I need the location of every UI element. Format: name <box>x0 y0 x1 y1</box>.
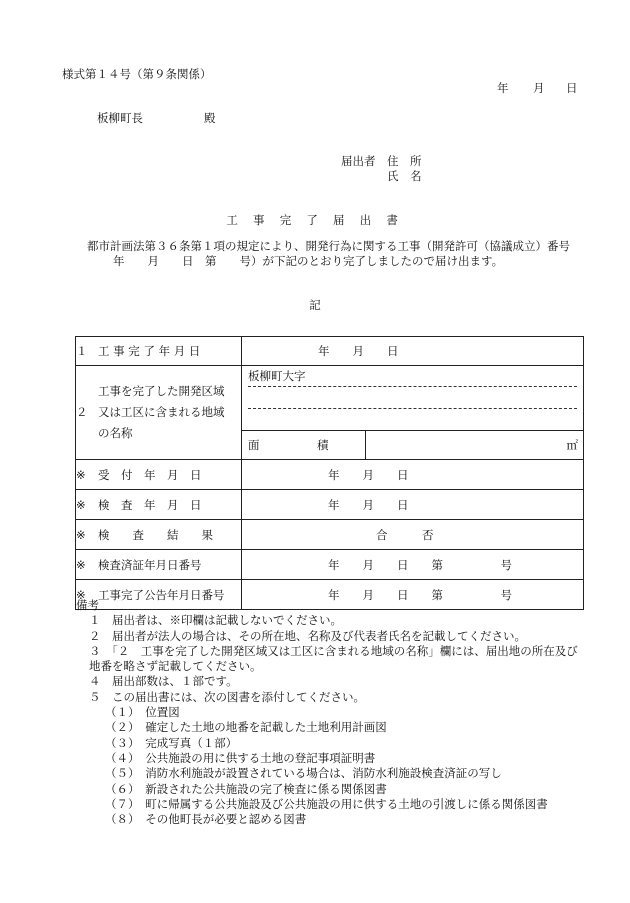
row-number: ２ <box>76 405 88 419</box>
dashed-line <box>248 387 577 409</box>
applicant-label: 届出者 <box>341 154 376 168</box>
attachment-item: （２） 確定した土地の地番を記載した土地利用計画図 <box>105 720 387 735</box>
row-certificate-number <box>76 550 584 580</box>
area-label-line-2: 又は工区に含まれる地域 <box>98 405 225 419</box>
row-completion-date <box>76 337 584 366</box>
reception-date-field[interactable]: 年 月 日 <box>242 460 584 490</box>
ki-heading: 記 <box>309 298 321 312</box>
date-month-label: 月 <box>533 81 545 95</box>
name-label: 氏 名 <box>387 169 422 183</box>
inspection-result-field[interactable]: 合 否 <box>242 520 584 550</box>
document-title: 工 事 完 了 届 出 書 <box>226 213 404 227</box>
note-item: １ 届出者は、※印欄は記載しないでください。 <box>89 613 342 628</box>
area-size-field[interactable] <box>366 431 584 460</box>
honorific: 殿 <box>204 111 216 125</box>
announcement-number-field[interactable]: 年 月 日 第 号 <box>242 580 584 610</box>
certificate-number-field[interactable]: 年 月 日 第 号 <box>242 550 584 580</box>
row-label: 工事完了公告年月日番号 <box>98 587 225 602</box>
completion-form-table <box>75 336 584 610</box>
row-label: 検 査 結 果 <box>98 527 213 542</box>
square-meter-unit: ㎡ <box>566 438 578 452</box>
note-item: ５ この届出書には、次の図書を添付してください。 <box>89 689 365 704</box>
body-line-2: 年 月 日 第 号）が下記のとおり完了しましたので届け出ます。 <box>113 254 504 268</box>
row-label: 検査済証年月日番号 <box>98 557 202 572</box>
attachment-item: （７） 町に帰属する公共施設及び公共施設の用に供する土地の引渡しに係る関係図書 <box>105 796 548 811</box>
office-use-mark: ※ <box>76 527 86 542</box>
inspection-date-field[interactable]: 年 月 日 <box>242 490 584 520</box>
row-number: １ <box>76 344 88 358</box>
address-label: 住 所 <box>387 154 422 168</box>
attachment-item: （５） 消防水利施設が設置されている場合は、消防水利施設検査済証の写し <box>105 766 502 781</box>
row-inspection-date <box>76 490 584 520</box>
row-label: 検 査 年 月 日 <box>98 497 202 512</box>
area-name-field[interactable] <box>242 366 584 431</box>
office-use-mark: ※ <box>76 467 86 482</box>
date-year-label: 年 <box>497 81 509 95</box>
office-use-mark: ※ <box>76 497 86 512</box>
addressee: 板柳町長 <box>97 111 143 125</box>
row-area-name <box>76 366 584 431</box>
body-line-1: 都市計画法第３６条第１項の規定により、開発行為に関する工事（開発許可（協議成立）番号 <box>87 239 570 253</box>
area-label-line-1: 工事を完了した開発区域 <box>98 384 225 398</box>
attachment-item: （１） 位置図 <box>105 705 180 720</box>
note-item: ４ 届出部数は、１部です。 <box>89 674 238 689</box>
attachment-item: （４） 公共施設の用に供する土地の登記事項証明書 <box>105 750 376 765</box>
attachment-item: （８） その他町長が必要と認める図書 <box>105 812 307 827</box>
note-item-continuation: 地番を略さず記載してください。 <box>89 659 262 674</box>
area-label-line-3: の名称 <box>98 426 133 440</box>
notes-heading: 備考 <box>76 598 99 612</box>
attachment-item: （６） 新設された公共施設の完了検査に係る関係図書 <box>105 781 387 796</box>
row-inspection-result <box>76 520 584 550</box>
note-item: ２ 届出者が法人の場合は、その所在地、名称及び代表者氏名を記載してください。 <box>89 628 526 643</box>
attachment-item: （３） 完成写真（１部） <box>105 735 238 750</box>
office-use-mark: ※ <box>76 587 86 602</box>
row-label: 受 付 年 月 日 <box>98 467 202 482</box>
note-item: ３ 「２ 工事を完了した開発区域又は工区に含まれる地域の名称」欄には、届出地の所在及び <box>89 643 578 658</box>
date-day-label: 日 <box>566 81 578 95</box>
office-use-mark: ※ <box>76 557 86 572</box>
place-name: 板柳町大字 <box>248 366 577 387</box>
completion-date-field[interactable]: 年 月 日 <box>242 337 584 366</box>
area-size-label: 面 積 <box>242 431 366 460</box>
notes-section <box>76 598 578 827</box>
row-reception-date <box>76 460 584 490</box>
row-label: 工 事 完 了 年 月 日 <box>98 344 201 358</box>
form-number: 様式第１４号（第９条関係） <box>62 67 212 81</box>
